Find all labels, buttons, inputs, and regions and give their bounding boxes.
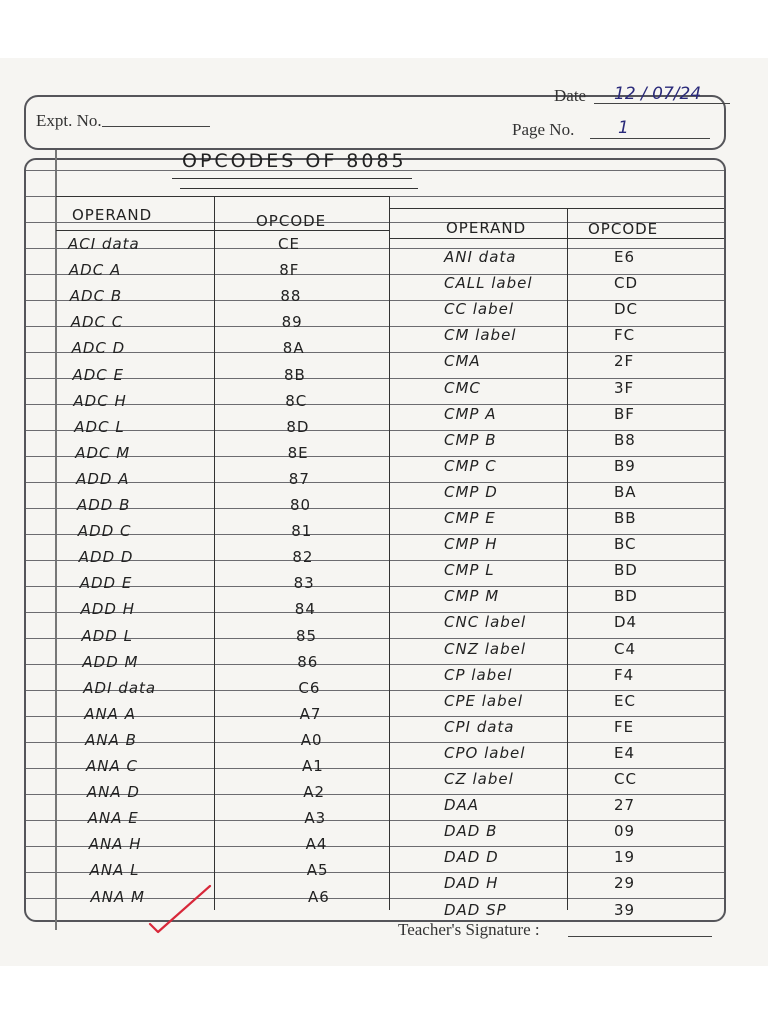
opcode-cell: 86 [297,652,319,671]
opcode-cell: F4 [614,665,635,684]
opcode-cell: EC [614,691,636,710]
opcode-cell: C6 [298,678,321,697]
signature-line [568,936,712,937]
operand-cell: ADD M [82,652,139,671]
opcode-cell: B8 [614,430,636,449]
operand-cell: CNC label [444,613,527,632]
opcode-cell: A7 [299,704,322,723]
operand-cell: CALL label [444,274,533,293]
operand-cell: ANA M [90,887,145,906]
operand-cell: ADI data [83,678,157,697]
operand-cell: ANA B [85,730,137,749]
operand-cell: CC label [444,300,514,319]
opcode-cell: A3 [304,809,327,828]
operand-cell: CMP M [444,587,500,606]
opcode-cell: BC [614,535,637,554]
operand-cell: CPE label [444,691,524,710]
opcode-cell: 84 [294,600,316,619]
operand-cell: ADC E [72,365,125,384]
opcode-cell: DC [614,300,639,319]
date-value: 12 / 07/24 [614,84,702,104]
opcode-cell: 82 [292,548,314,567]
opcode-cell: 83 [293,574,315,593]
opcode-cell: 09 [614,822,636,841]
operand-cell: ADD C [77,522,132,541]
operand-cell: ADC M [75,443,131,462]
opcode-cell: 8E [287,443,309,462]
operand-cell: ADC A [68,261,122,280]
opcode-cell: 85 [296,626,318,645]
column-header-opcode-left: OPCODE [256,212,327,230]
opcode-cell: FE [614,717,635,736]
opcode-cell: 89 [281,313,303,332]
opcode-cell: 8F [279,261,300,280]
table-top-border-left [56,196,390,197]
expt-no-line [102,126,210,127]
opcode-cell: BA [614,482,637,501]
operand-cell: CMA [444,352,481,371]
operand-cell: ADD D [78,548,134,567]
opcode-cell: CC [614,770,637,788]
operand-cell: ADD B [77,496,131,514]
operand-cell: CMP L [444,561,495,580]
opcode-cell: A2 [303,783,325,802]
column-divider [214,196,215,910]
opcode-cell: A5 [306,861,329,880]
page-no-label: Page No. [512,120,575,139]
operand-cell: ANA L [89,861,140,880]
column-divider [389,196,390,910]
page-title: OPCODES OF 8085 [182,150,407,172]
page-no-line [590,138,710,139]
opcode-cell: 2F [614,352,635,371]
operand-cell: CPI data [444,717,515,736]
opcode-cell: 80 [290,496,312,514]
date-label: Date [554,86,587,105]
opcode-cell: CD [614,274,639,293]
opcode-cell: E4 [614,743,636,762]
operand-cell: CMP C [444,456,497,475]
opcode-cell: 3F [614,378,635,397]
column-header-operand-left: OPERAND [72,206,153,224]
column-header-opcode-right: OPCODE [588,220,659,238]
check-mark-icon [146,880,216,936]
header-divider-right [390,238,724,239]
operand-cell: DAA [444,796,480,815]
opcode-cell: 27 [614,796,636,815]
operand-cell: ANA C [86,757,138,775]
opcode-cell: FC [614,326,636,345]
operand-cell: CM label [444,326,517,345]
opcode-cell: BD [614,587,638,606]
opcode-cell: BD [614,561,638,580]
opcode-cell: D4 [614,613,638,632]
operand-cell: CMP A [444,404,497,423]
operand-cell: ANI data [444,248,517,266]
teacher-signature-label: Teacher's Signature : [398,920,540,939]
opcode-cell: A6 [308,887,330,906]
header-divider-left [56,230,390,231]
opcode-cell: 29 [614,874,636,893]
column-header-operand-right: OPERAND [446,219,527,237]
opcode-cell: A0 [300,730,323,749]
opcode-cell: BF [614,404,635,423]
operand-cell: CNZ label [444,639,527,658]
expt-no-label: Expt. No. [36,111,102,130]
operand-cell: CZ label [444,770,514,788]
operand-cell: ACI data [68,235,140,253]
opcode-cell: 8A [282,339,305,358]
opcode-cell: 88 [280,287,302,306]
opcode-cell: A1 [302,757,324,775]
opcode-cell: 87 [288,469,310,488]
operand-cell: DAD SP [444,900,507,919]
operand-cell: DAD B [444,822,498,841]
opcode-cell: E6 [614,248,636,266]
operand-cell: CMC [444,378,481,397]
operand-cell: DAD H [444,874,499,893]
opcode-cell: 81 [291,522,313,541]
operand-cell: ADD H [80,600,136,619]
page-no-value: 1 [618,118,629,138]
operand-cell: ANA H [88,835,142,854]
title-underline [172,178,412,179]
operand-cell: DAD D [444,848,499,867]
opcode-cell: 39 [614,900,636,919]
opcode-cell: 8D [286,417,310,436]
opcode-cell: 8B [284,365,306,384]
opcode-cell: A4 [305,835,328,854]
operand-cell: CMP B [444,430,497,449]
operand-cell: CMP H [444,535,498,554]
operand-cell: ADC B [69,287,123,306]
opcode-cell: CE [278,235,300,253]
operand-cell: CPO label [444,743,526,762]
operand-cell: ADC L [74,417,125,436]
opcode-cell: 19 [614,848,636,867]
operand-cell: ADC D [71,339,126,358]
opcode-cell: 8C [285,391,308,410]
operand-cell: ANA D [86,783,140,802]
operand-cell: ADC H [73,391,127,410]
operand-cell: CMP E [444,509,496,527]
operand-cell: ANA A [84,704,136,723]
table-top-border-right [390,208,724,209]
operand-cell: ADD E [79,574,133,593]
operand-cell: ANA E [87,809,139,828]
opcode-cell: B9 [614,456,636,475]
operand-cell: CP label [444,665,513,684]
operand-cell: ADD L [81,626,133,645]
column-divider [567,208,568,910]
title-underline [180,188,418,189]
operand-cell: ADC C [70,313,124,332]
margin-line [55,150,57,930]
opcode-cell: C4 [614,639,637,658]
opcode-cell: BB [614,509,637,527]
operand-cell: CMP D [444,482,498,501]
operand-cell: ADD A [76,469,130,488]
